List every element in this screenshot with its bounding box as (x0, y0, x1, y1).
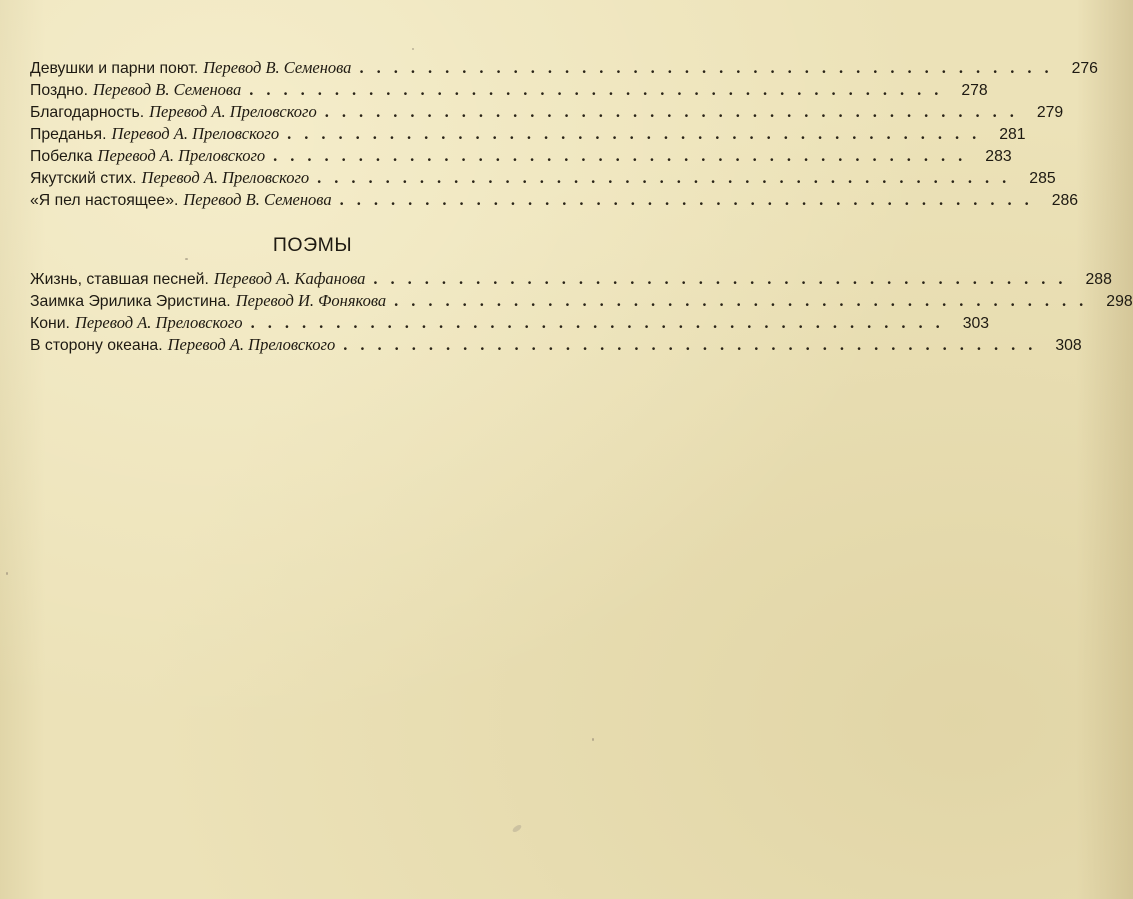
dot-leader: ......................................... (317, 168, 1020, 187)
paper-speck (511, 824, 522, 834)
paper-speck (185, 258, 188, 260)
dot-leader: ......................................... (273, 146, 976, 165)
entry-page-number: 308 (1055, 337, 1082, 354)
entry-title: «Я пел настоящее». (30, 192, 179, 209)
entry-page-number: 285 (1029, 170, 1056, 187)
entry-translator: Перевод А. Преловского (141, 168, 310, 187)
dot-leader: ......................................... (250, 313, 953, 332)
dot-leader: ......................................... (249, 80, 952, 99)
entry-translator: Перевод В. Семенова (92, 80, 242, 99)
toc-entry (30, 101, 1064, 123)
entry-translator: Перевод А. Преловского (167, 335, 336, 354)
entry-page-number: 278 (961, 82, 988, 99)
entry-title: Жизнь, ставшая песней. (30, 271, 209, 288)
dot-leader: ......................................... (287, 124, 990, 143)
entry-translator: Перевод А. Преловского (149, 102, 317, 121)
toc-entry (30, 290, 1133, 312)
dot-leader: ......................................... (373, 269, 1076, 288)
entry-page-number: 303 (962, 315, 990, 332)
entry-page-number: 281 (999, 126, 1026, 143)
paper-speck (6, 572, 8, 575)
entry-translator: Перевод А. Преловского (97, 146, 266, 165)
toc-entry (30, 123, 1026, 145)
toc-entry (30, 167, 1056, 189)
toc-entry (30, 145, 1012, 167)
entry-translator: Перевод В. Семенова (183, 190, 332, 209)
paper-speck (412, 48, 414, 50)
entry-title: Преданья. (30, 126, 107, 143)
entry-translator: Перевод И. Фонякова (235, 291, 387, 310)
entry-page-number: 276 (1071, 60, 1098, 77)
entry-title: Заимка Эрилика Эристина. (30, 293, 231, 310)
entry-translator: Перевод А. Преловского (111, 124, 280, 143)
toc-entry (30, 79, 988, 101)
entry-page-number: 283 (985, 148, 1012, 165)
toc-section-lyrics (30, 57, 1098, 211)
dot-leader: ......................................... (339, 190, 1042, 209)
toc-entry (30, 312, 990, 334)
paper-speck (592, 738, 594, 741)
entry-translator: Перевод В. Семенова (203, 58, 352, 77)
toc-section-poems (30, 268, 1133, 356)
entry-title: Благодарность. (30, 104, 145, 121)
entry-title: Девушки и парни поют. (30, 60, 199, 77)
toc-entry (30, 334, 1082, 356)
entry-title: В сторону океана. (30, 337, 163, 354)
entry-translator: Перевод А. Кафанова (213, 269, 366, 288)
entry-title: Якутский стих. (30, 170, 137, 187)
entry-page-number: 286 (1051, 192, 1079, 209)
toc-entry (30, 268, 1112, 290)
toc-entry (30, 189, 1079, 211)
section-heading-poems: ПОЭМЫ (272, 234, 353, 256)
dot-leader: ......................................... (394, 291, 1097, 310)
entry-title: Поздно. (30, 82, 88, 99)
dot-leader: ......................................... (324, 102, 1027, 121)
entry-translator: Перевод А. Преловского (74, 313, 243, 332)
toc-entry (30, 57, 1098, 79)
dot-leader: ......................................... (359, 58, 1062, 77)
dot-leader: ......................................... (343, 335, 1046, 354)
entry-page-number: 288 (1085, 271, 1112, 288)
entry-title: Кони. (30, 315, 70, 332)
entry-page-number: 279 (1036, 104, 1064, 121)
entry-title: Побелка (30, 148, 93, 165)
entry-page-number: 298 (1106, 293, 1133, 310)
